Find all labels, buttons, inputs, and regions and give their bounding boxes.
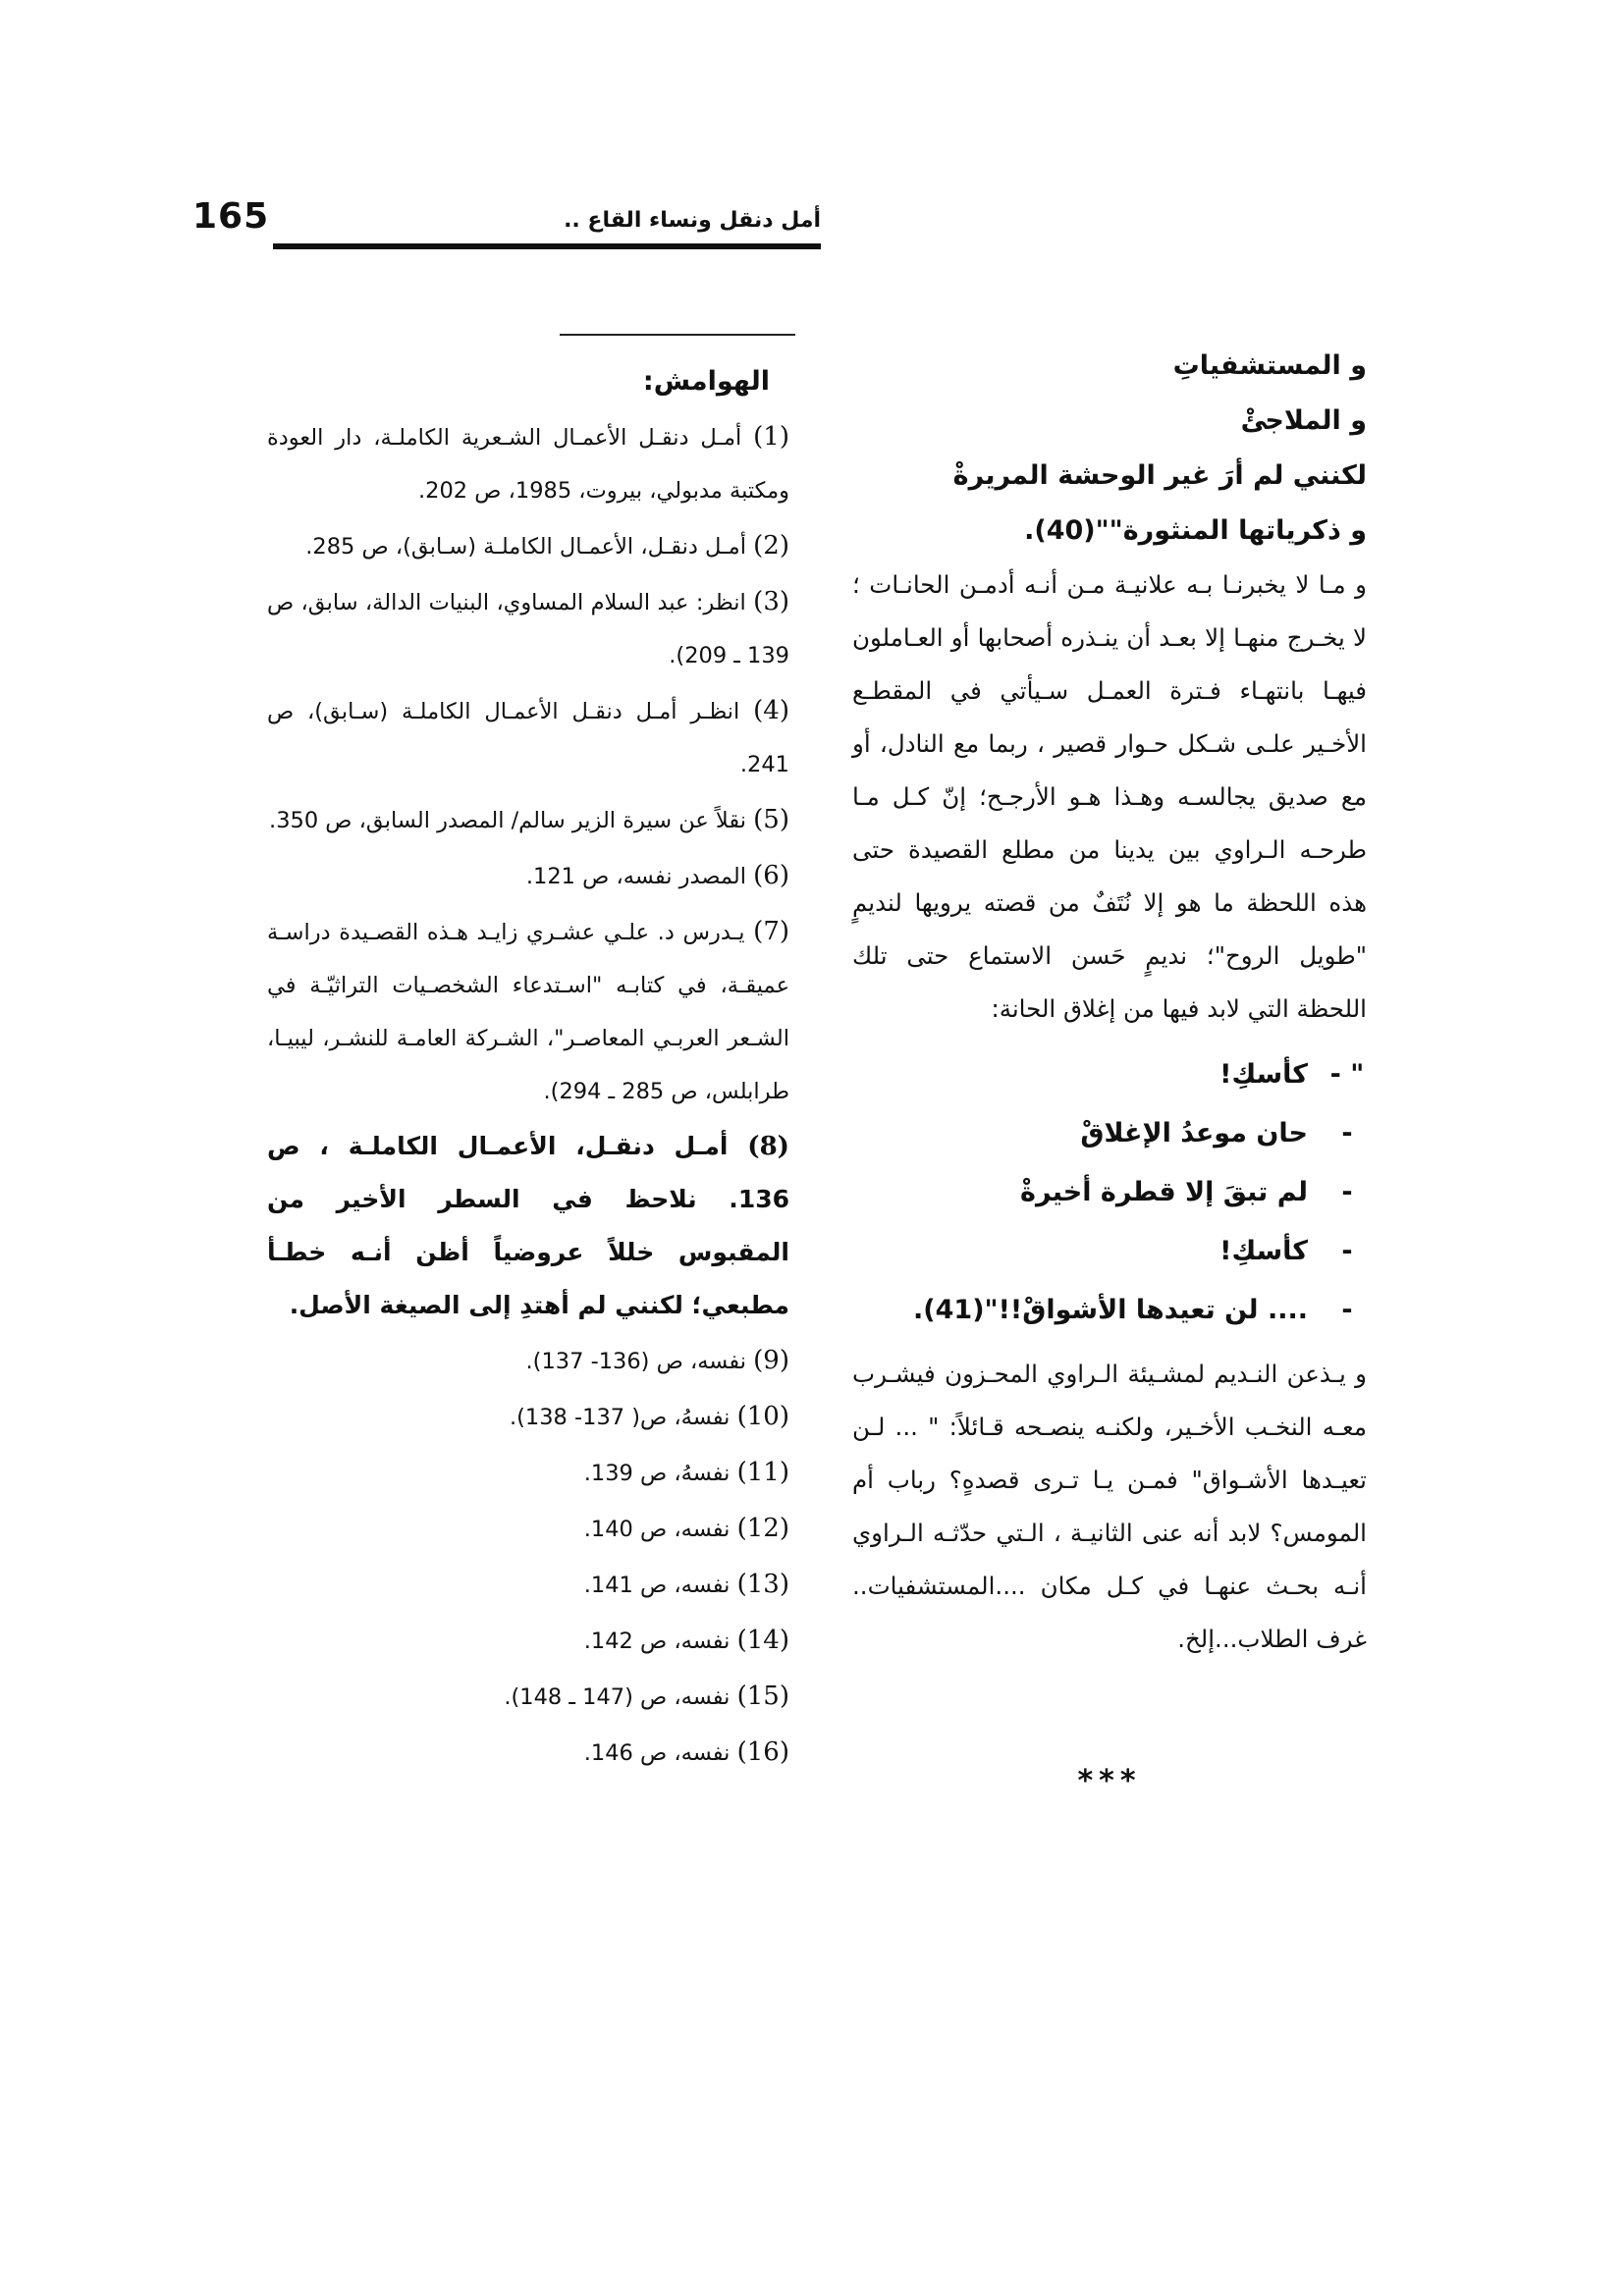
footnote-number: (14) bbox=[736, 1626, 789, 1655]
footnote-text: أمـل دنقـل، الأعمـال الكاملـة (سـابق)، ص 285. bbox=[305, 534, 746, 560]
footnote-text: انظر: عبد السلام المساوي، البنيات الدالة، سابق، ص 139 ـ 209). bbox=[267, 590, 789, 668]
footnote bbox=[267, 905, 789, 1118]
dialogue-text: لم تبقَ إلا قطرة أخيرةْ bbox=[1020, 1177, 1308, 1207]
footnotes-title: الهوامش: bbox=[642, 366, 770, 397]
footnote-number: (16) bbox=[736, 1737, 789, 1767]
dialogue-line bbox=[852, 1163, 1367, 1222]
footnote-number: (1) bbox=[753, 422, 789, 452]
dialogue-line bbox=[852, 1281, 1367, 1340]
footnote-text: نفسه، ص (136- 137). bbox=[525, 1349, 746, 1374]
main-text-column bbox=[852, 339, 1367, 1798]
footnote bbox=[267, 1614, 789, 1668]
footnote bbox=[267, 1334, 789, 1388]
footnote-text: أمـل دنقـل الأعمـال الشـعرية الكاملـة، دار العودة ومكتبة مدبولي، بيروت، 1985، ص 202. bbox=[267, 425, 789, 504]
dialogue-dash: - bbox=[1341, 1295, 1353, 1325]
footnote bbox=[267, 1390, 789, 1444]
footnote-text: انظـر أمـل دنقـل الأعمـال الكاملـة (سـابق)، ص 241. bbox=[267, 699, 789, 777]
dialogue-line bbox=[852, 1222, 1367, 1281]
dialogue-line bbox=[852, 1104, 1367, 1163]
footnote-number: (12) bbox=[736, 1514, 789, 1543]
footnote-number: (6) bbox=[753, 861, 789, 890]
footnote bbox=[267, 793, 789, 847]
section-separator: *** bbox=[1077, 1764, 1142, 1798]
footnote bbox=[267, 1558, 789, 1612]
body-paragraph: و مـا لا يخبرنـا بـه علانيـة مـن أنـه أدمـن الحانـات ؛ لا يخـرج منهـا إلا بعـد أن ينـذره أصحابها أو العـاملون فيهـا بانتهـاء فـترة العمـل سـيأتي في المقطـع الأخـير علـى شـكل حـوار قصير ، ربما مع النادل، أو مع صديق يجالسـه وهـذا هـو الأرجـح؛ إنّ كـل مـا طرحـه الـراوي بين يدينا من مطلع القصيدة حتى هذه اللحظة ما هو إلا نُتَفٌ من قصته يرويها لنديمٍ "طويل الروح"؛ نديمٍ حَسن الاستماع حتى تلك اللحظة التي لابد فيها من إغلاق الحانة: bbox=[852, 570, 1367, 1023]
running-title: أمل دنقل ونساء القاع .. bbox=[564, 208, 821, 233]
footnote-text: نفسه، ص 140. bbox=[583, 1517, 731, 1542]
footnote-text: نقلاً عن سيرة الزير سالم/ المصدر السابق، ص 350. bbox=[269, 808, 746, 833]
footnote-text: نفسه، ص 141. bbox=[583, 1573, 731, 1598]
verse-line: و المستشفياتِ bbox=[1172, 350, 1367, 381]
dialogue-dash: - bbox=[1341, 1236, 1353, 1266]
verse-line: و الملاجئْ bbox=[1240, 405, 1367, 436]
footnote-text: أمـل دنقـل، الأعمـال الكاملـة ، ص 136. نلاحظ في السطر الأخير من المقبوس خللاً عروضياً أظن أنـه خطـأ مطبعي؛ لكنني لم أهتدِ إلى الصيغة الأصل. bbox=[267, 1132, 789, 1319]
footnote-text: المصدر نفسه، ص 121. bbox=[525, 864, 746, 889]
page-number: 165 bbox=[192, 196, 270, 237]
footnote-number: (4) bbox=[753, 696, 789, 725]
footnote-text: نفسه، ص (147 ـ 148). bbox=[504, 1684, 731, 1710]
footnote-number: (13) bbox=[736, 1570, 789, 1599]
body-paragraph: و يـذعن النـديم لمشـيئة الـراوي المحـزون فيشـرب معـه النخـب الأخـير، ولكنـه ينصـحه قـائلاً: " ... لـن تعيـدها الأشـواق" فمـن يـا تـرى قصدهٍ؟ رباب أم المومس؟ لابد أنه عنى الثانيـة ، الـتي حدّثـه الـراوي أنـه بحـث عنهـا في كـل مكان ....المستشفيات.. غرف الطلاب...إلخ. bbox=[852, 1360, 1367, 1653]
dialogue-text: كأسكِ! bbox=[1219, 1236, 1308, 1266]
poem-dialogue bbox=[852, 1045, 1367, 1340]
verse-line: لكنني لم أرَ غير الوحشة المريرةْ bbox=[952, 460, 1367, 491]
footnote-number: (10) bbox=[736, 1402, 789, 1431]
dialogue-dash: - bbox=[1341, 1118, 1353, 1148]
footnote-number: (15) bbox=[736, 1682, 789, 1711]
footnote bbox=[267, 1726, 789, 1780]
footnote bbox=[267, 684, 789, 791]
footnote-text: نفسهُ، ص 139. bbox=[583, 1461, 731, 1486]
footnote bbox=[267, 849, 789, 903]
footnote-number: (8) bbox=[747, 1132, 789, 1161]
footnote bbox=[267, 1120, 789, 1332]
dialogue-line bbox=[852, 1045, 1367, 1104]
footnote-text: نفسه، ص 146. bbox=[583, 1740, 731, 1766]
dialogue-dash: - bbox=[1341, 1177, 1353, 1207]
footnote bbox=[267, 575, 789, 682]
footnote bbox=[267, 410, 789, 517]
dialogue-text: .... لن تعيدها الأشواقْ!!"(41). bbox=[913, 1295, 1308, 1325]
footnote bbox=[267, 1446, 789, 1500]
footnote bbox=[267, 519, 789, 573]
dialogue-dash: " - bbox=[1329, 1059, 1365, 1090]
footnote-text: نفسه، ص 142. bbox=[583, 1629, 731, 1654]
dialogue-text: حان موعدُ الإغلاقْ bbox=[1080, 1118, 1308, 1148]
footnote bbox=[267, 1502, 789, 1556]
footnote-number: (3) bbox=[753, 587, 790, 616]
footnote-number: (2) bbox=[753, 531, 789, 561]
footnote-number: (9) bbox=[753, 1346, 789, 1375]
verse-line: و ذكرياتها المنثورة""(40). bbox=[1024, 515, 1367, 546]
footnote-number: (7) bbox=[753, 917, 790, 946]
footnote-text: يـدرس د. علـي عشـري زايـد هـذه القصـيدة دراسـة عميقـة، في كتابـه "اسـتدعاء الشخصـيات التراثيّـة في الشـعر العربـي المعاصـر"، الشـركة العامـة للنشـر، ليبيـا، طرابلس، ص 285 ـ 294). bbox=[267, 920, 789, 1104]
footnote-number: (5) bbox=[753, 805, 789, 834]
dialogue-text: كأسكِ! bbox=[1219, 1059, 1308, 1090]
header-rule bbox=[273, 243, 821, 249]
footnote-text: نفسهُ، ص( 137- 138). bbox=[509, 1405, 731, 1430]
footnote bbox=[267, 1670, 789, 1724]
footnote-number: (11) bbox=[736, 1458, 789, 1487]
footnotes-column bbox=[267, 332, 789, 1782]
